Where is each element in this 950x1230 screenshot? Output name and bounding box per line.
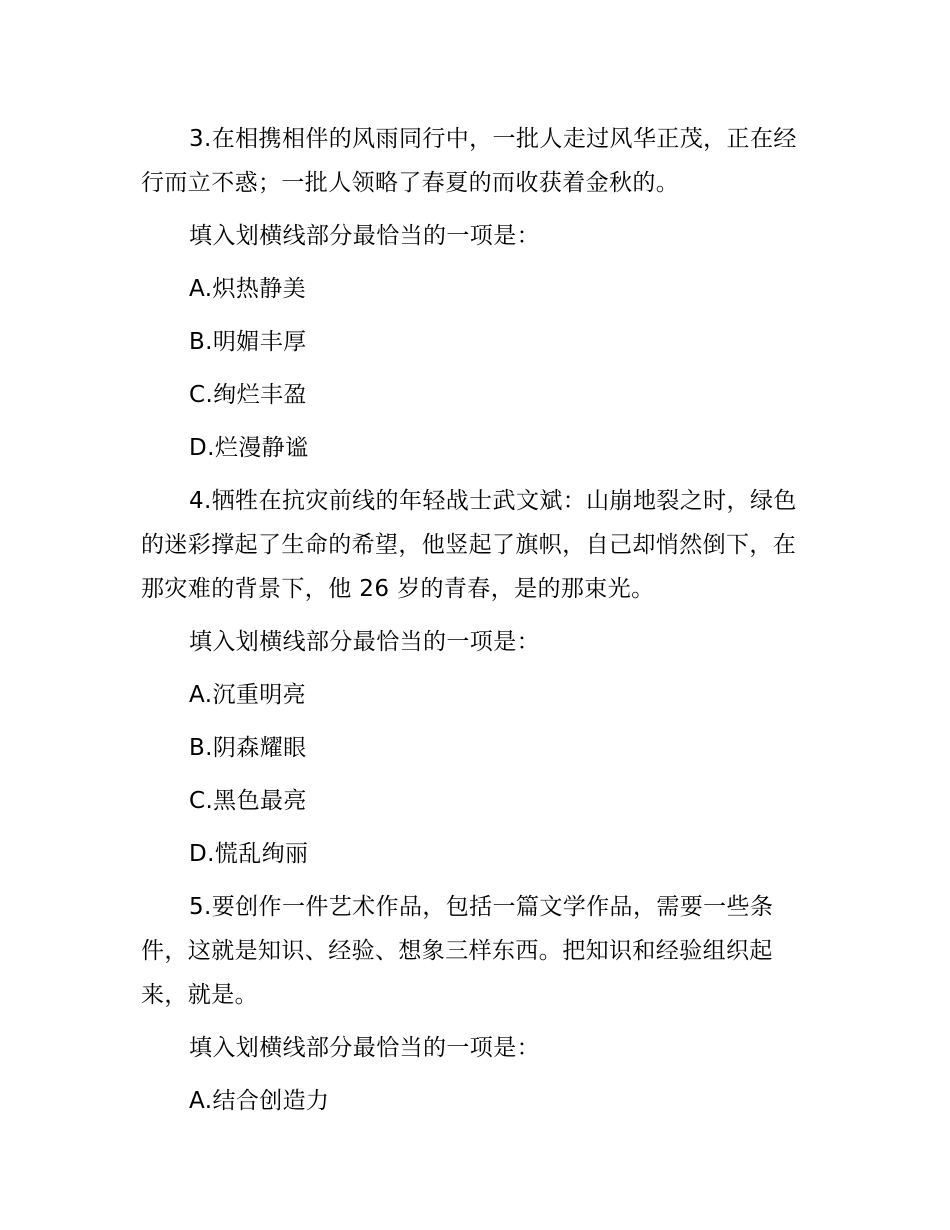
- question-4-stem: 4.牺牲在抗灾前线的年轻战士武文斌：山崩地裂之时，绿色的迷彩撑起了生命的希望，他竖起了旗帜，自己却悄然倒下，在那灾难的背景下，他 26 岁的青春，是的那束光。: [141, 488, 797, 602]
- question-4-option-a: A.沉重明亮: [189, 682, 307, 708]
- question-5-option-a: A.结合创造力: [189, 1088, 330, 1114]
- question-3-option-c: C.绚烂丰盈: [189, 382, 307, 408]
- question-5-stem: 5.要创作一件艺术作品，包括一篇文学作品，需要一些条件，这就是知识、经验、想象三样东西。把知识和经验组织起来，就是。: [141, 894, 774, 1008]
- question-5-prompt: 填入划横线部分最恰当的一项是：: [189, 1035, 540, 1061]
- question-3-stem: 3.在相携相伴的风雨同行中，一批人走过风华正茂，正在经行而立不惑；一批人领略了春夏的而收获着金秋的。: [141, 126, 797, 196]
- question-3-option-a: A.炽热静美: [189, 276, 307, 302]
- question-4-option-c: C.黑色最亮: [189, 788, 307, 814]
- question-3-option-b: B.明媚丰厚: [189, 329, 307, 355]
- question-3-option-d: D.烂漫静谧: [189, 435, 309, 461]
- question-3-prompt: 填入划横线部分最恰当的一项是：: [189, 223, 540, 249]
- question-4-option-b: B.阴森耀眼: [189, 735, 307, 761]
- question-4-prompt: 填入划横线部分最恰当的一项是：: [189, 629, 540, 655]
- document-content: [141, 117, 813, 1132]
- question-4-option-d: D.慌乱绚丽: [189, 841, 309, 867]
